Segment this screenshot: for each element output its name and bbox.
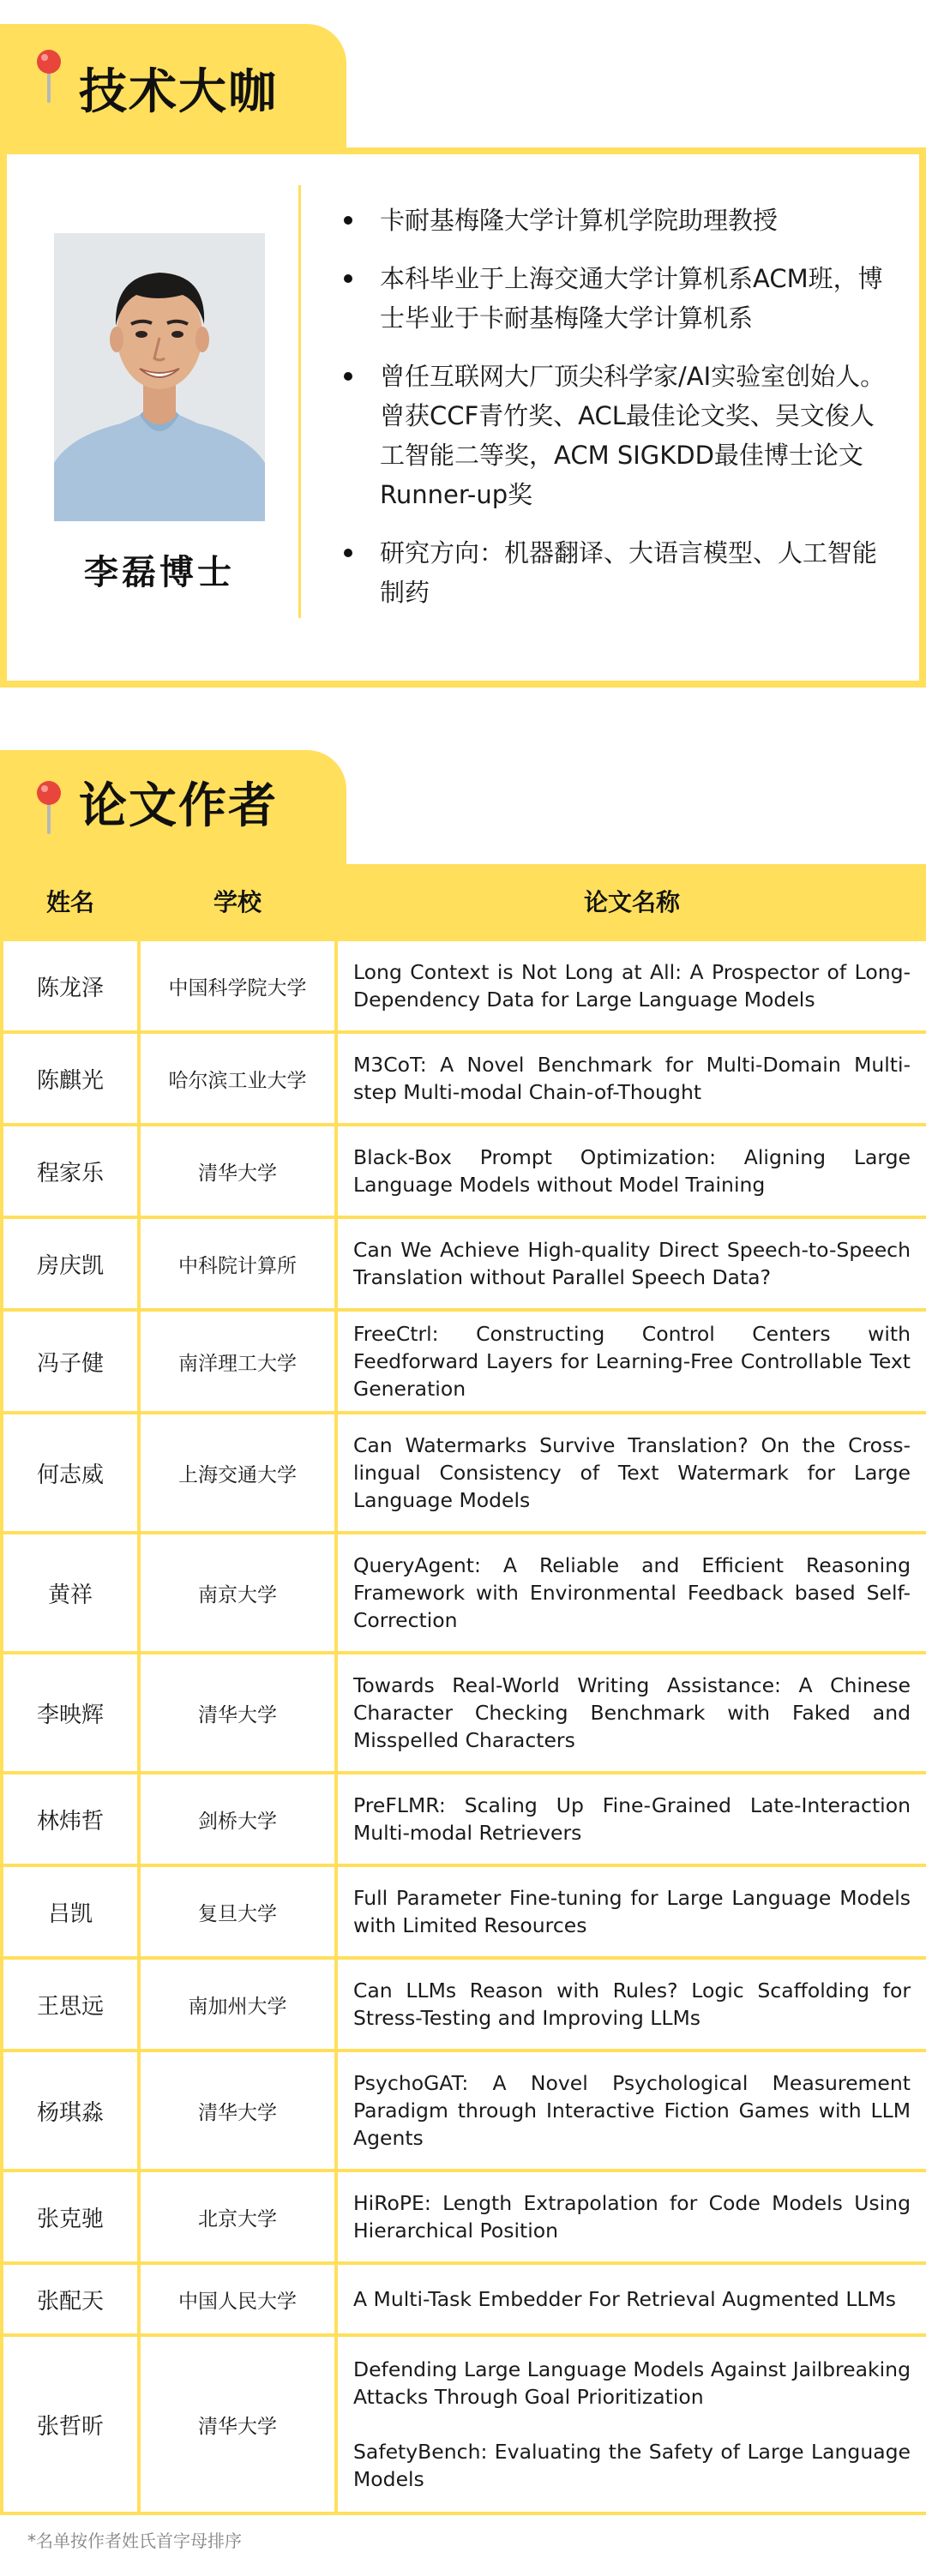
author-school: 南加州大学: [139, 1958, 336, 2051]
paper-title-cell: [336, 2335, 926, 2513]
author-school: 清华大学: [139, 1125, 336, 1217]
paper-title: QueryAgent: A Reliable and Efficient Reasoning Framework with Environmental Feedback based Self-Correction: [353, 1553, 911, 1632]
paper-title-cell: [336, 2171, 926, 2263]
table-row: [2, 2263, 926, 2335]
author-name: 黄祥: [2, 1533, 139, 1653]
author-school: 剑桥大学: [139, 1773, 336, 1865]
author-name: 林炜哲: [2, 1773, 139, 1865]
author-school: 复旦大学: [139, 1865, 336, 1958]
bio-item: 卡耐基梅隆大学计算机学院助理教授: [337, 201, 899, 240]
author-name: 张克驰: [2, 2171, 139, 2263]
author-school: 南洋理工大学: [139, 1310, 336, 1413]
paper-title-cell: [336, 1217, 926, 1310]
paper-title-cell: [336, 1125, 926, 1217]
table-row: [2, 1310, 926, 1413]
paper-title-cell: [336, 1958, 926, 2051]
paper-title: PreFLMR: Scaling Up Fine-Grained Late-Interaction Multi-modal Retrievers: [353, 1793, 911, 1845]
paper-title: Towards Real-World Writing Assistance: A Chinese Character Checking Benchmark with Faked and Misspelled Characters: [353, 1673, 911, 1752]
author-name: 杨琪淼: [2, 2051, 139, 2171]
paper-title: Can We Achieve High-quality Direct Speech-to-Speech Translation without Parallel Speech Data?: [353, 1238, 911, 1289]
table-row: [2, 1533, 926, 1653]
paper-title-cell: [336, 1032, 926, 1125]
paper-title: M3CoT: A Novel Benchmark for Multi-Domain Multi-step Multi-modal Chain-of-Thought: [353, 1053, 911, 1104]
table-row: [2, 1958, 926, 2051]
paper-title: FreeCtrl: Constructing Control Centers with Feedforward Layers for Learning-Free Controllable Text Generation: [353, 1322, 911, 1401]
paper-title-cell: [336, 1773, 926, 1865]
table-row: [2, 1653, 926, 1773]
table-row: [2, 1125, 926, 1217]
author-school: 清华大学: [139, 2051, 336, 2171]
author-school: 南京大学: [139, 1533, 336, 1653]
author-school: 哈尔滨工业大学: [139, 1032, 336, 1125]
paper-title: Full Parameter Fine-tuning for Large Language Models with Limited Resources: [353, 1886, 911, 1937]
expert-photo: [54, 233, 265, 521]
paper-title: SafetyBench: Evaluating the Safety of Large Language Models: [353, 2440, 911, 2491]
header-school: 学校: [139, 864, 336, 940]
paper-spacer: [353, 2411, 911, 2438]
table-row: [2, 1217, 926, 1310]
paper-title: A Multi-Task Embedder For Retrieval Augmented LLMs: [353, 2287, 897, 2311]
paper-title: Black-Box Prompt Optimization: Aligning Large Language Models without Model Training: [353, 1145, 911, 1197]
pin-icon: [34, 48, 63, 105]
author-name: 房庆凯: [2, 1217, 139, 1310]
author-name: 张配天: [2, 2263, 139, 2335]
expert-card: [0, 147, 926, 688]
author-school: 中国人民大学: [139, 2263, 336, 2335]
paper-title-cell: [336, 2263, 926, 2335]
expert-bio-list: [337, 201, 899, 631]
paper-title: Defending Large Language Models Against Jailbreaking Attacks Through Goal Prioritization: [353, 2357, 911, 2409]
divider-line: [298, 185, 301, 618]
author-name: 张哲昕: [2, 2335, 139, 2513]
paper-title-cell: [336, 2051, 926, 2171]
author-name: 陈麒光: [2, 1032, 139, 1125]
expert-card-body: [7, 154, 919, 681]
paper-title-cell: [336, 1533, 926, 1653]
table-header-row: [2, 864, 926, 940]
portrait-image: [54, 233, 265, 521]
paper-title-cell: [336, 1865, 926, 1958]
authors-table: [0, 864, 926, 2515]
author-name: 冯子健: [2, 1310, 139, 1413]
paper-title-cell: [336, 1310, 926, 1413]
paper-title: HiRoPE: Length Extrapolation for Code Models Using Hierarchical Position: [353, 2191, 911, 2243]
authors-section-title: 论文作者: [79, 778, 278, 834]
author-school: 清华大学: [139, 1653, 336, 1773]
table-row: [2, 940, 926, 1032]
author-name: 何志威: [2, 1413, 139, 1533]
pin-icon: [34, 779, 63, 836]
table-row: [2, 2171, 926, 2263]
paper-title: Long Context is Not Long at All: A Prospector of Long-Dependency Data for Large Language Models: [353, 960, 911, 1012]
table-row: [2, 1773, 926, 1865]
author-name: 程家乐: [2, 1125, 139, 1217]
table-row: [2, 2051, 926, 2171]
header-name: 姓名: [2, 864, 139, 940]
paper-title: Can Watermarks Survive Translation? On the Cross-lingual Consistency of Text Watermark for Large Language Models: [353, 1433, 911, 1512]
expert-section-title: 技术大咖: [79, 64, 278, 120]
bio-item: 曾任互联网大厂顶尖科学家/AI实验室创始人。曾获CCF青竹奖、ACL最佳论文奖、吴文俊人工智能二等奖，ACM SIGKDD最佳博士论文Runner-up奖: [337, 357, 899, 514]
author-school: 上海交通大学: [139, 1413, 336, 1533]
author-school: 中科院计算所: [139, 1217, 336, 1310]
author-name: 陈龙泽: [2, 940, 139, 1032]
author-name: 吕凯: [2, 1865, 139, 1958]
footnote: *名单按作者姓氏首字母排序: [27, 2531, 242, 2551]
author-school: 清华大学: [139, 2335, 336, 2513]
table-row: [2, 1032, 926, 1125]
expert-section-header: [0, 24, 346, 153]
paper-title-cell: [336, 1413, 926, 1533]
paper-title: Can LLMs Reason with Rules? Logic Scaffolding for Stress-Testing and Improving LLMs: [353, 1979, 911, 2030]
paper-title-cell: [336, 1653, 926, 1773]
bio-item: 本科毕业于上海交通大学计算机系ACM班，博士毕业于卡耐基梅隆大学计算机系: [337, 259, 899, 338]
paper-title: PsychoGAT: A Novel Psychological Measurement Paradigm through Interactive Fiction Games with LLM Agents: [353, 2071, 911, 2150]
author-school: 中国科学院大学: [139, 940, 336, 1032]
authors-section-header: [0, 750, 346, 866]
author-name: 李映辉: [2, 1653, 139, 1773]
table-row: [2, 1865, 926, 1958]
header-paper: 论文名称: [336, 864, 926, 940]
table-row: [2, 1413, 926, 1533]
expert-name: 李磊博士: [84, 553, 235, 592]
paper-title-cell: [336, 940, 926, 1032]
bio-item: 研究方向：机器翻译、大语言模型、人工智能制药: [337, 533, 899, 612]
author-name: 王思远: [2, 1958, 139, 2051]
author-school: 北京大学: [139, 2171, 336, 2263]
authors-table-wrap: [0, 864, 926, 2515]
table-row: [2, 2335, 926, 2513]
